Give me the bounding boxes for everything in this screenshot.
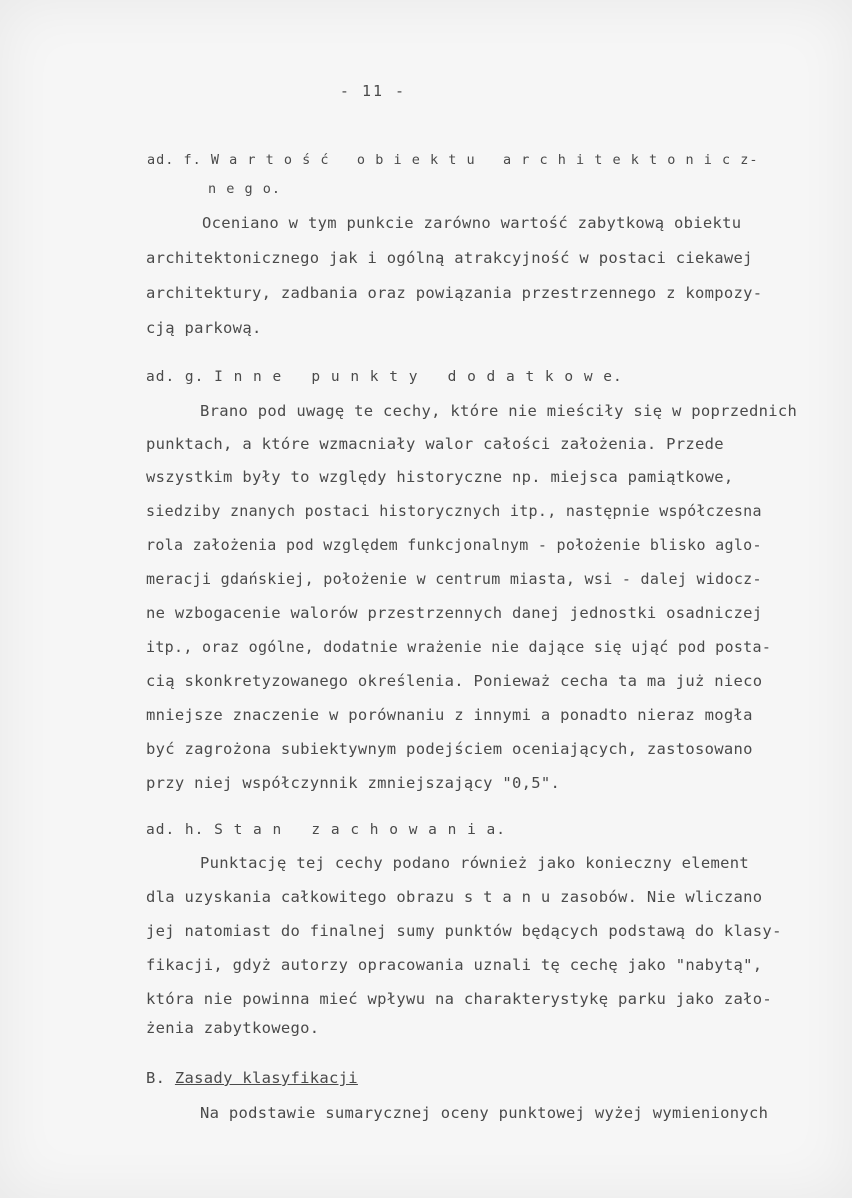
paragraph-line: cją parkową. (146, 319, 262, 337)
paragraph-line: Punktację tej cechy podano również jako konieczny element (200, 854, 750, 872)
section-heading-b: B. Zasady klasyfikacji (146, 1069, 358, 1087)
paragraph-line: przy niej współczynnik zmniejszający "0,5". (146, 774, 561, 792)
paragraph-line: cią skonkretyzowanego określenia. Ponieważ cecha ta ma już nieco (146, 672, 763, 690)
paragraph-line: dla uzyskania całkowitego obrazu s t a n u zasobów. Nie wliczano (146, 888, 763, 906)
paragraph-line: ne wzbogacenie walorów przestrzennych danej jednostki osadniczej (146, 604, 763, 622)
heading-ad-f: ad. f. W a r t o ś ć o b i e k t u a r c h i t e k t o n i c z- (147, 152, 759, 168)
heading-ad-g: ad. g. I n n e p u n k t y d o d a t k o w e. (146, 369, 623, 385)
paragraph-line: Brano pod uwagę te cechy, które nie mieściły się w poprzednich (200, 402, 798, 420)
heading-ad-h: ad. h. S t a n z a c h o w a n i a. (146, 822, 507, 838)
paragraph-line: wszystkim były to względy historyczne np. miejsca pamiątkowe, (146, 468, 734, 486)
heading-ad-f-cont: n e g o. (208, 181, 282, 197)
paragraph-line: itp., oraz ogólne, dodatnie wrażenie nie dające się ująć pod posta- (146, 638, 772, 656)
paragraph-line: punktach, a które wzmacniały walor całości założenia. Przede (146, 435, 724, 453)
paragraph-line: jej natomiast do finalnej sumy punktów będących podstawą do klasy- (146, 922, 782, 940)
paragraph-line: rola założenia pod względem funkcjonalnym - położenie blisko aglo- (146, 536, 762, 554)
paragraph-line: Oceniano w tym punkcie zarówno wartość zabytkową obiektu (202, 214, 742, 232)
paragraph-line: architektonicznego jak i ogólną atrakcyjność w postaci ciekawej (146, 249, 753, 267)
section-title-underlined: Zasady klasyfikacji (174, 1069, 358, 1087)
paragraph-line: żenia zabytkowego. (146, 1019, 320, 1037)
paragraph-line: meracji gdańskiej, położenie w centrum miasta, wsi - dalej widocz- (146, 570, 762, 588)
paragraph-line: być zagrożona subiektywnym podejściem oceniających, zastosowano (146, 740, 753, 758)
paragraph-line: architektury, zadbania oraz powiązania przestrzennego z kompozy- (146, 284, 763, 302)
page-number: - 11 - (339, 82, 407, 100)
paragraph-line: Na podstawie sumarycznej oceny punktowej wyżej wymienionych (200, 1104, 769, 1122)
paragraph-line: która nie powinna mieć wpływu na charakterystykę parku jako zało- (146, 990, 773, 1008)
paragraph-line: siedziby znanych postaci historycznych itp., następnie współczesna (146, 502, 762, 520)
paragraph-line: mniejsze znaczenie w porównaniu z innymi a ponadto nieraz mogła (146, 706, 753, 724)
paragraph-line: fikacji, gdyż autorzy opracowania uznali tę cechę jako "nabytą", (146, 956, 763, 974)
